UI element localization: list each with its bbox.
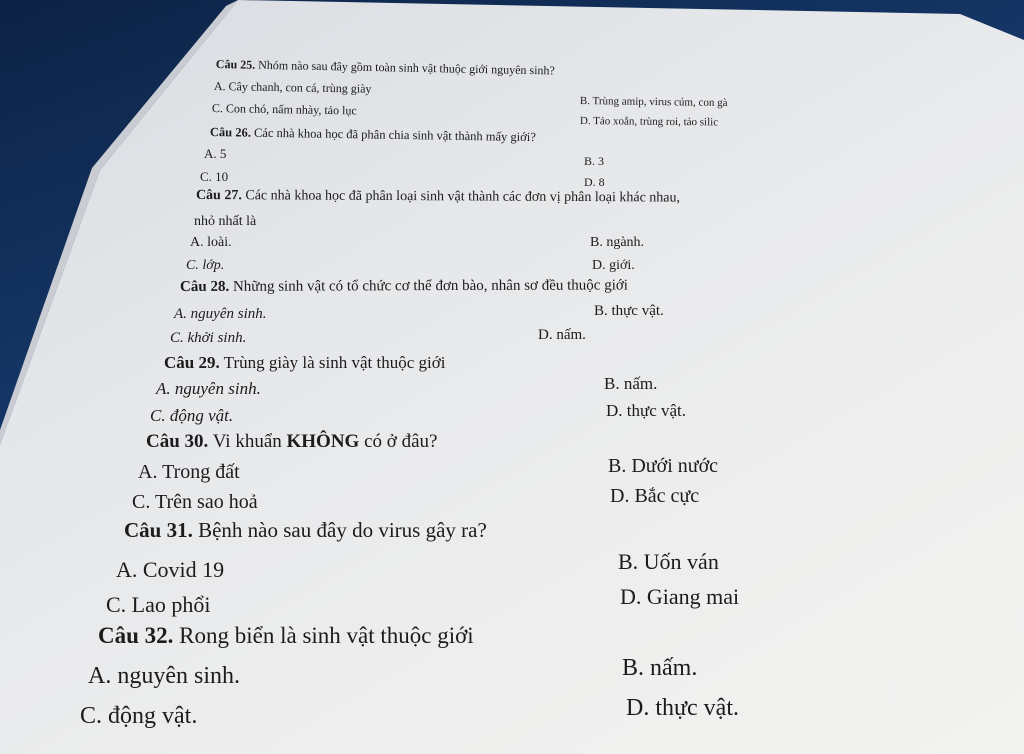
question-26-label: Câu 26.: [209, 125, 251, 140]
question-27: [196, 189, 680, 206]
question-28-label: Câu 28.: [179, 278, 230, 295]
option-30-a: A. Trong đất: [138, 461, 240, 483]
option-32-d: D. thực vật.: [626, 695, 739, 721]
question-28-text: Những sinh vật có tổ chức cơ thể đơn bào, nhân sơ đều thuộc giới: [229, 277, 628, 295]
question-30-text-pre: Vi khuẩn: [208, 431, 287, 452]
question-30-label: Câu 30.: [146, 431, 209, 452]
option-30-b: B. Dưới nước: [608, 455, 719, 477]
question-30-text-emphasis: KHÔNG: [286, 431, 360, 452]
option-31-b: B. Uốn ván: [618, 549, 719, 574]
option-26-a: A. 5: [204, 146, 227, 161]
option-26-d: D. 8: [584, 175, 605, 189]
question-32-text: Rong biển là sinh vật thuộc giới: [173, 623, 474, 648]
option-28-c: C. khởi sinh.: [170, 330, 247, 346]
question-31: [124, 520, 487, 541]
question-31-label: Câu 31.: [124, 518, 193, 542]
option-28-b: B. thực vật.: [594, 303, 664, 319]
question-27-text-continued: nhỏ nhất là: [194, 214, 257, 229]
option-31-c: C. Lao phổi: [106, 592, 211, 617]
option-27-c: C. lớp.: [186, 258, 225, 273]
option-25-d: D. Tảo xoắn, trùng roi, tảo silic: [579, 115, 719, 129]
option-31-a: A. Covid 19: [116, 557, 225, 582]
option-25-b: B. Trùng amip, virus cúm, con gà: [579, 95, 728, 110]
option-28-a: A. nguyên sinh.: [174, 306, 267, 322]
question-27-text: Các nhà khoa học đã phân loại sinh vật thành các đơn vị phân loại khác nhau,: [241, 188, 681, 206]
option-26-b: B. 3: [584, 154, 605, 168]
option-27-b: B. ngành.: [590, 235, 645, 250]
question-25-label: Câu 25.: [215, 57, 256, 72]
option-29-b: B. nấm.: [604, 374, 658, 393]
option-30-d: D. Bắc cực: [610, 485, 700, 507]
question-32: [98, 624, 474, 647]
option-32-a: A. nguyên sinh.: [88, 663, 240, 689]
question-28: [180, 278, 628, 295]
question-25-text: Nhóm nào sau đây gồm toàn sinh vật thuộc giới nguyên sinh?: [255, 57, 555, 78]
option-29-d: D. thực vật.: [606, 401, 687, 420]
option-25-a: A. Cây chanh, con cá, trùng giày: [213, 79, 372, 96]
option-31-d: D. Giang mai: [620, 584, 740, 609]
option-29-a: A. nguyên sinh.: [156, 379, 261, 398]
option-32-c: C. động vật.: [80, 703, 198, 729]
question-29-text: Trùng giày là sinh vật thuộc giới: [219, 353, 446, 372]
option-32-b: B. nấm.: [622, 655, 698, 681]
option-27-a: A. loài.: [190, 235, 232, 250]
question-29: [164, 354, 445, 371]
option-27-d: D. giới.: [592, 258, 635, 273]
question-30-text-post: có ở đâu?: [359, 431, 438, 452]
question-29-label: Câu 29.: [164, 353, 220, 372]
option-30-c: C. Trên sao hoả: [132, 491, 258, 513]
question-32-label: Câu 32.: [98, 623, 174, 648]
option-28-d: D. nấm.: [538, 327, 586, 343]
question-31-text: Bệnh nào sau đây do virus gây ra?: [192, 518, 487, 542]
question-27-label: Câu 27.: [195, 188, 242, 204]
option-29-c: C. động vật.: [150, 406, 234, 425]
option-25-c: C. Con chó, nấm nhày, tảo lục: [211, 101, 357, 118]
option-26-c: C. 10: [200, 169, 229, 184]
question-26-text: Các nhà khoa học đã phân chia sinh vật thành mấy giới?: [250, 125, 536, 145]
question-30: [146, 432, 437, 451]
